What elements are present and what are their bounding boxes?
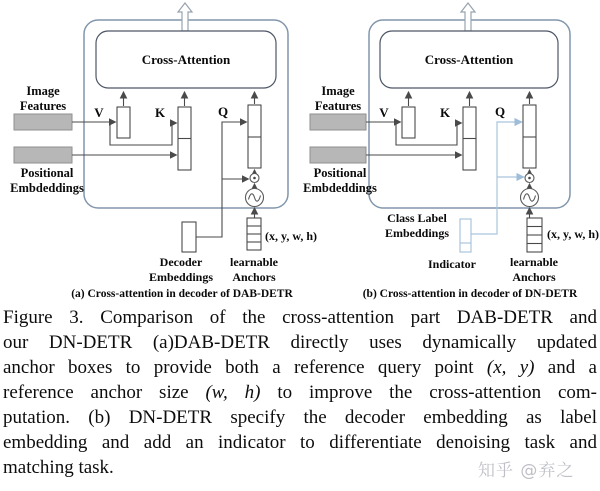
subcaption-a: (a) Cross-attention in decoder of DAB-DETR: [71, 288, 293, 300]
xywh-label-b: (x, y, w, h): [547, 227, 600, 241]
positional-label-a-2: Embdeddings: [10, 181, 84, 195]
learnable-anchors-label-b-2: Anchors: [512, 270, 556, 284]
positional-embeddings-bar-a: [14, 147, 72, 163]
figure-caption-line: [3, 380, 597, 405]
figure-caption: [0, 303, 600, 480]
multiply-dot-b: [528, 177, 531, 180]
image-features-bar-a: [14, 114, 72, 130]
caption-text: reference anchor size: [3, 382, 206, 403]
diagram-a-dab-detr: [10, 3, 317, 300]
q-label-b: Q: [494, 104, 506, 119]
vkq-up-arrows-a: [124, 92, 255, 106]
learnable-anchors-label-a-1: learnable: [230, 255, 278, 269]
caption-text: anchor boxes to provide both a reference query point: [3, 357, 487, 378]
cross-attention-label-a: Cross-Attention: [141, 52, 231, 67]
k-label-a: K: [154, 105, 166, 120]
vkq-up-arrows-b: [409, 92, 530, 106]
k-label-b: K: [439, 105, 451, 120]
caption-text: putation. (b) DN-DETR specify the decoder embedding as label: [3, 407, 597, 428]
caption-text: our DN-DETR (a)DAB-DETR directly uses dynamically updated: [3, 332, 597, 353]
learnable-anchors-box-a: [247, 218, 261, 250]
decoder-embeddings-label-a-2: Embeddings: [148, 270, 214, 284]
image-features-label-b-1: Image: [321, 84, 355, 98]
figure-caption-line: [3, 305, 597, 330]
positional-label-a-1: Positional: [20, 166, 74, 180]
caption-text: Figure 3. Comparison of the cross-attention part DAB-DETR and: [3, 307, 597, 328]
positional-label-b-1: Positional: [313, 166, 367, 180]
caption-text: and a: [534, 357, 597, 378]
math-wh: (w, h): [205, 382, 261, 403]
zhihu-watermark: 知乎 @弃之: [478, 461, 575, 481]
figure-caption-line: [3, 355, 597, 380]
caption-text: to improve the cross-attention com-: [260, 382, 597, 403]
v-box-b: [402, 107, 415, 138]
connection-lines-a: [72, 122, 255, 237]
image-features-label-a-1: Image: [26, 84, 60, 98]
class-label-embeddings-label-b-2: Embeddings: [384, 226, 450, 240]
decoder-embeddings-box-a: [182, 222, 196, 252]
class-label-embeddings-label-b-1: Class Label: [387, 211, 447, 225]
caption-text: matching task.: [3, 457, 114, 478]
class-label-embeddings-box-b: [460, 219, 471, 252]
xywh-label-a: (x, y, w, h): [265, 229, 318, 243]
output-arrow-icon-a: [178, 3, 192, 31]
positional-embeddings-bar-b: [310, 147, 366, 163]
caption-text: embedding and add an indicator to differentiate denoising task and: [3, 432, 597, 453]
decoder-embeddings-label-a-1: Decoder: [159, 255, 203, 269]
v-box-a: [117, 107, 130, 138]
image-features-label-b-2: Features: [314, 99, 362, 113]
figure-caption-line: [3, 330, 597, 355]
learnable-anchors-label-b-1: learnable: [510, 255, 558, 269]
cross-attention-label-b: Cross-Attention: [424, 52, 514, 67]
connection-lines-b: [366, 122, 530, 218]
positional-label-b-2: Embdeddings: [303, 181, 377, 195]
v-label-b: V: [379, 105, 389, 120]
label-embedding-lines-b: [471, 122, 524, 234]
figure-caption-line: [3, 430, 597, 455]
q-label-a: Q: [217, 104, 229, 119]
multiply-dot-a: [253, 177, 256, 180]
figure-caption-line: [3, 405, 597, 430]
image-features-bar-b: [310, 114, 366, 130]
subcaption-b: (b) Cross-attention in decoder of DN-DETR: [362, 288, 578, 300]
image-features-label-a-2: Features: [19, 99, 67, 113]
v-label-a: V: [94, 105, 104, 120]
math-xy: (x, y): [486, 357, 535, 378]
output-arrow-icon-b: [461, 3, 475, 31]
learnable-anchors-label-a-2: Anchors: [232, 270, 276, 284]
diagram-b-dn-detr: [303, 3, 599, 300]
indicator-label-b: Indicator: [428, 257, 476, 271]
learnable-anchors-box-b: [527, 218, 542, 252]
